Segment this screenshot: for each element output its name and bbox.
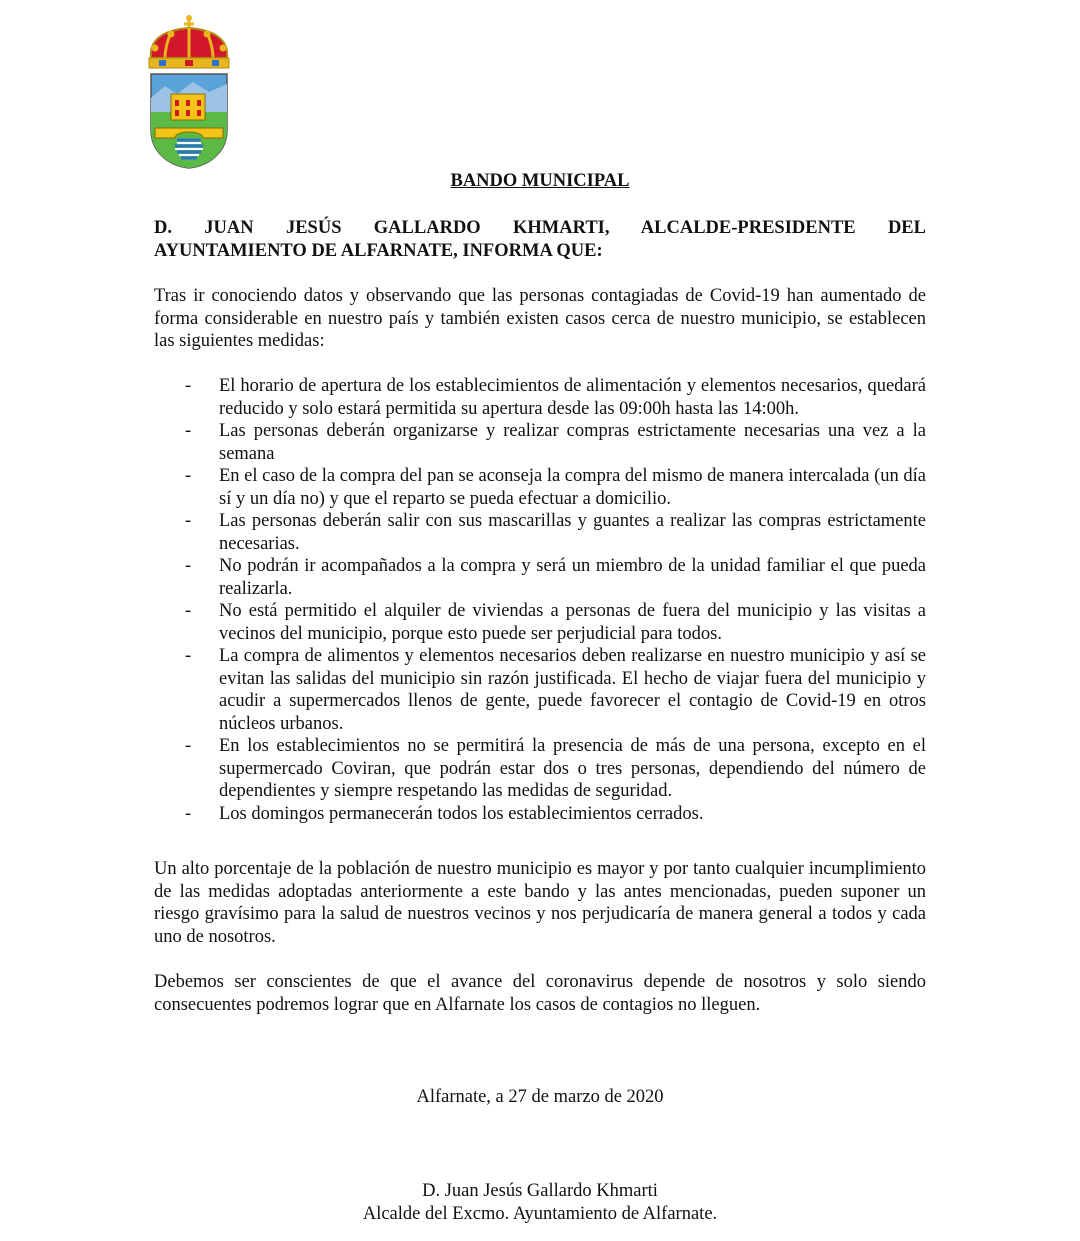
bullet-dash: - [185,466,192,486]
list-item [185,735,926,803]
measure-text: Las personas deberán organizarse y realizar compras estrictamente necesarias una vez a la semana [219,421,926,464]
measure-text: La compra de alimentos y elementos necesarios deben realizarse en nuestro municipio y así se evitan las salidas del municipio sin razón justificada. El hecho de viajar fuera del municipio y acudir a supermercados llenos de gente, puede favorecer el contagio de Covid-19 en otros núcleos urbanos. [219,646,926,734]
list-item [185,600,926,645]
list-item [185,465,926,510]
shield-icon [151,74,227,168]
list-item [185,375,926,420]
bullet-dash: - [185,646,192,666]
risk-paragraph: Un alto porcentaje de la población de nuestro municipio es mayor y por tanto cualquier incumplimiento de las medidas adoptadas anteriormente a este bando y las antes mencionadas, pueden suponer un riesgo gravísimo para la salud de nuestros vecinos y nos perjudicaría de manera general a todos y cada uno de nosotros. [154,859,926,947]
measures-list [185,375,926,825]
list-item [185,645,926,735]
signatory-position: Alcalde del Excmo. Ayuntamiento de Alfarnate. [362,1204,718,1224]
issuer-heading [154,217,926,262]
measure-text: Los domingos permanecerán todos los establecimientos cerrados. [219,803,704,824]
signatory-name: D. Juan Jesús Gallardo Khmarti [422,1181,658,1201]
bullet-dash: - [185,421,192,441]
list-item [185,803,926,826]
measure-text: En los establecimientos no se permitirá la presencia de más de una persona, excepto en el supermercado Coviran, que podrán estar dos o tres personas, dependiendo del número de dependientes y siempre respetando las medidas de seguridad. [219,736,926,801]
measure-text: El horario de apertura de los establecimientos de alimentación y elementos necesarios, quedará reducido y solo estará permitida su apertura desde las 09:00h hasta las 14:00h. [219,376,926,419]
closing-paragraph: Debemos ser conscientes de que el avance del coronavirus depende de nosotros y solo siendo consecuentes podremos lograr que en Alfarnate los casos de contagios no lleguen. [154,972,926,1015]
measure-text: No está permitido el alquiler de viviendas a personas de fuera del municipio y las visitas a vecinos del municipio, porque esto puede ser perjudicial para todos. [219,601,926,644]
bullet-dash: - [185,376,192,396]
intro-paragraph: Tras ir conociendo datos y observando que las personas contagiadas de Covid-19 han aumentado de forma considerable en nuestro país y también existen casos cerca de nuestro municipio, se establecen las siguientes medidas: [154,286,926,351]
document-title: BANDO MUNICIPAL [450,171,630,191]
crown-icon [149,15,229,68]
issuer-heading-line2: AYUNTAMIENTO DE ALFARNATE, INFORMA QUE: [154,240,603,261]
bullet-dash: - [185,556,192,576]
measure-text: Las personas deberán salir con sus mascarillas y guantes a realizar las compras estrictamente necesarias. [219,511,926,554]
bullet-dash: - [185,803,192,824]
list-item [185,510,926,555]
measure-text: No podrán ir acompañados a la compra y será un miembro de la unidad familiar el que pueda realizarla. [219,556,926,599]
bullet-dash: - [185,736,192,756]
date-line: Alfarnate, a 27 de marzo de 2020 [416,1087,664,1107]
list-item [185,420,926,465]
list-item [185,555,926,600]
municipal-coat-of-arms [143,12,235,172]
bullet-dash: - [185,601,192,621]
issuer-heading-line1: D. JUAN JESÚS GALLARDO KHMARTI, ALCALDE-PRESIDENTE DEL [154,218,926,238]
bullet-dash: - [185,511,192,531]
measure-text: En el caso de la compra del pan se aconseja la compra del mismo de manera intercalada (un día sí y un día no) y que el reparto se pueda efectuar a domicilio. [219,466,926,509]
